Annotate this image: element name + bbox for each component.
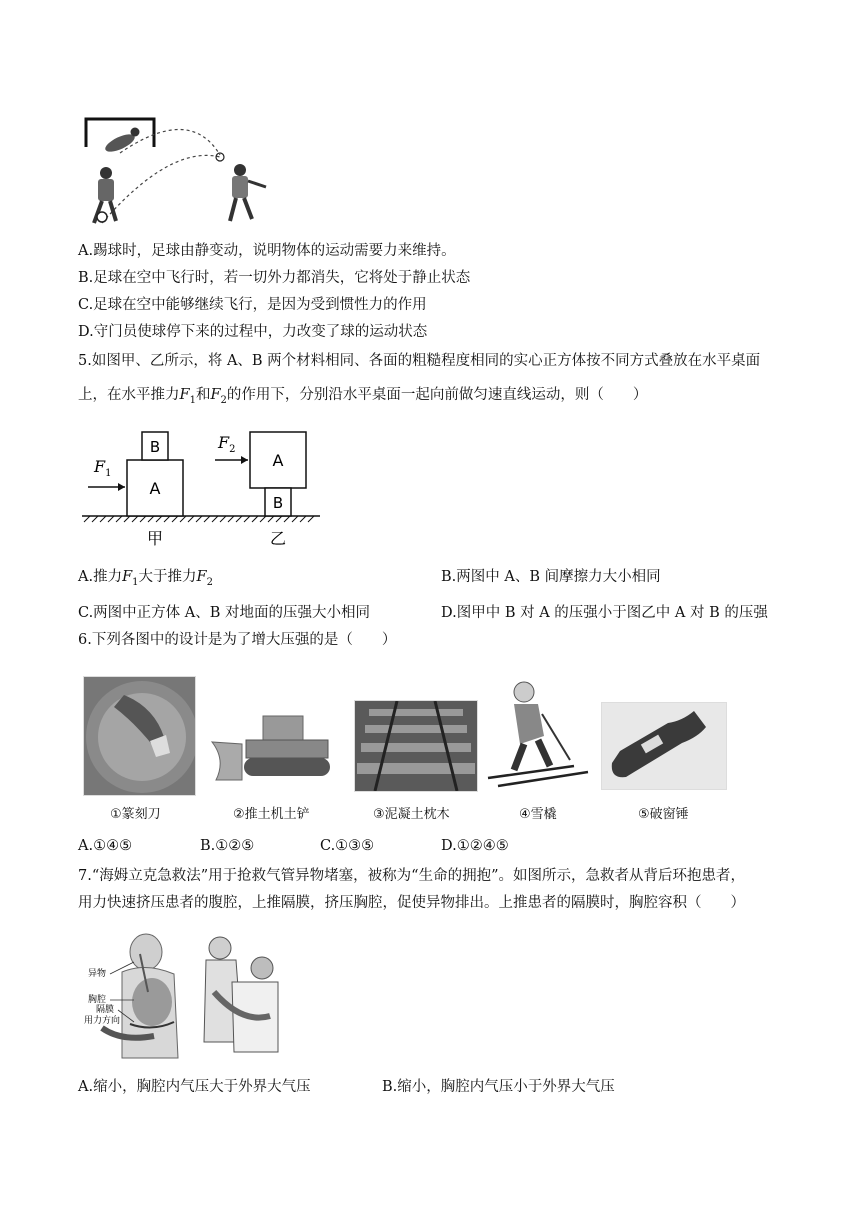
photo-sleepers (354, 700, 478, 792)
caption-1: ①篆刻刀 (110, 807, 161, 822)
label-diaphragm: 隔膜 (96, 1005, 115, 1015)
caption-4: ④雪橇 (519, 807, 557, 822)
force-f2-label: $F_2$ (218, 433, 236, 455)
label-chest-cavity: 胸腔 (88, 995, 107, 1005)
photo-bulldozer (208, 700, 338, 788)
photo-carving-knife (83, 676, 196, 796)
block-b-label-jia: B (149, 438, 161, 456)
q7-option-b: B.缩小，胸腔内气压小于外界大气压 (382, 1079, 615, 1095)
block-a-label-yi: A (272, 451, 284, 470)
soccer-figure (80, 115, 280, 230)
q4-option-d: D.守门员使球停下来的过程中，力改变了球的运动状态 (78, 324, 428, 340)
caption-3: ③泥凝土枕木 (373, 807, 450, 822)
q6-option-b: B.①②⑤ (200, 838, 255, 854)
q4-option-c: C.足球在空中能够继续飞行，是因为受到惯性力的作用 (78, 297, 427, 313)
q6-option-c: C.①③⑤ (320, 838, 375, 854)
q5-option-c: C.两图中正方体 A、B 对地面的压强大小相同 (78, 605, 371, 621)
photo-window-hammer (601, 702, 727, 790)
caption-yi: 乙 (269, 529, 287, 548)
q6-stem: 6.下列各图中的设计是为了增大压强的是（ ） (78, 632, 397, 648)
heimlich-figure (82, 932, 282, 1062)
caption-2: ②推土机土铲 (233, 807, 310, 822)
block-b-label-yi: B (272, 494, 284, 512)
q5-option-d: D.图甲中 B 对 A 的压强小于图乙中 A 对 B 的压强 (441, 605, 768, 621)
q6-option-a: A.①④⑤ (78, 838, 133, 854)
label-foreign-body: 异物 (88, 969, 107, 979)
caption-jia: 甲 (146, 529, 164, 548)
q5-option-b: B.两图中 A、B 间摩擦力大小相同 (441, 569, 661, 585)
blocks-figure (80, 428, 325, 553)
q4-option-b: B.足球在空中飞行时，若一切外力都消失，它将处于静止状态 (78, 270, 471, 286)
q5-stem-line1: 5.如图甲、乙所示，将 A、B 两个材料相同、各面的粗糙程度相同的实心正方体按不同方式叠放在水平桌面 (78, 353, 761, 369)
block-a-label-jia: A (149, 479, 161, 498)
caption-5: ⑤破窗锤 (638, 807, 689, 822)
q5-stem-line2: 上，在水平推力$F_1$和$F_2$的作用下，分别沿水平桌面一起向前做匀速直线运动，则（ ） (78, 387, 648, 406)
q7-option-a: A.缩小，胸腔内气压大于外界大气压 (78, 1079, 311, 1095)
photo-skier (484, 674, 592, 794)
q4-option-a: A.踢球时，足球由静变动，说明物体的运动需要力来维持。 (78, 243, 456, 259)
q5-option-a: A.推力$F_1$大于推力$F_2$ (78, 569, 213, 588)
q6-option-d: D.①②④⑤ (441, 838, 509, 854)
q7-stem-line2: 用力快速挤压患者的腹腔，上推隔膜，挤压胸腔，促使异物排出。上推患者的隔膜时，胸腔容积（ ） (78, 895, 745, 911)
label-force-direction: 用力方向 (84, 1016, 121, 1026)
q7-stem-line1: 7.“海姆立克急救法”用于抢救气管异物堵塞，被称为“生命的拥抱”。如图所示，急救者从背后环抱患者， (78, 868, 745, 884)
force-f1-label: $F_1$ (94, 457, 112, 479)
